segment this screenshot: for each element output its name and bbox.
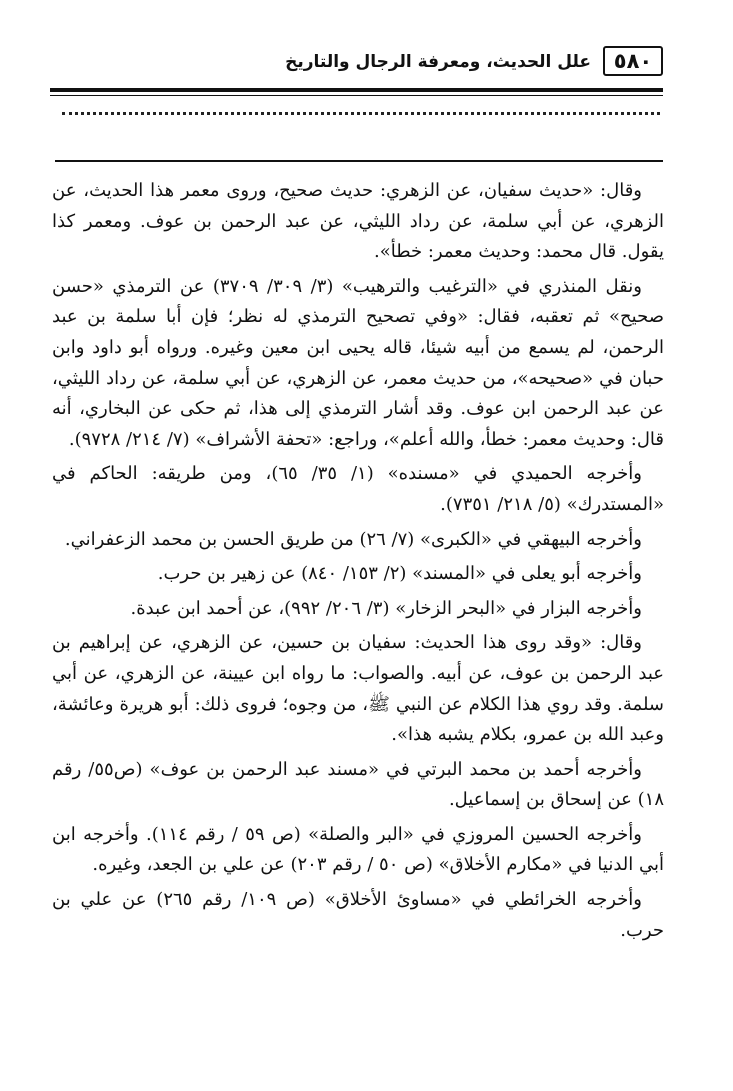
page-header [50,42,663,82]
dotted-separator [62,112,660,115]
paragraph: وأخرجه البيهقي في «الكبرى» (٧/ ٢٦) من طريق الحسن بن محمد الزعفراني. [64,528,642,550]
header-rule-thin [50,95,663,96]
paragraph: وأخرجه أبو يعلى في «المسند» (٢/ ١٥٣/ ٨٤٠) عن زهير بن حرب. [157,563,642,585]
body-text [52,176,664,950]
running-title: علل الحديث، ومعرفة الرجال والتاريخ [285,52,591,72]
paragraph: وأخرجه الحسين المروزي في «البر والصلة» (ص ٥٩ / رقم ١١٤). وأخرجه ابن أبي الدنيا في «مكارم الأخلاق» (ص ٥٠ / رقم ٢٠٣) عن علي بن الجعد، وغيره. [52,823,664,876]
section-rule [55,160,663,162]
paragraph: وأخرجه البزار في «البحر الزخار» (٣/ ٢٠٦/ ٩٩٢)، عن أحمد ابن عبدة. [130,597,642,619]
paragraph: وأخرجه أحمد بن محمد البرتي في «مسند عبد الرحمن بن عوف» (ص٥٥/ رقم ١٨) عن إسحاق بن إسماعيل. [52,758,664,811]
paragraph: ونقل المنذري في «الترغيب والترهيب» (٣/ ٣٠٩/ ٣٧٠٩) عن الترمذي «حسن صحيح» ثم تعقبه، فقال: «وفي تصحيح الترمذي له نظر؛ فإن أبا سلمة بن عبد الرحمن، لم يسمع من أبيه شيئا، قاله يحيى ابن معين وغيره. ورواه أبو داود وابن حبان في «صحيحه»، من حديث معمر، عن الزهري، عن أبي سلمة، عن رداد الليثي، عن عبد الرحمن ابن عوف. وقد أشار الترمذي إلى هذا، ثم حكى عن البخاري، أنه قال: وحديث معمر: خطأ، والله أعلم»، وراجع: «تحفة الأشراف» (٧/ ٢١٤/ ٩٧٢٨). [52,275,664,450]
paragraph: وقال: «وقد روى هذا الحديث: سفيان بن حسين، عن الزهري، عن إبراهيم بن عبد الرحمن بن عوف، عن أبيه. والصواب: ما رواه ابن عيينة، عن الزهري، عن أبي سلمة. وقد روي هذا الكلام عن النبي ﷺ، من وجوه؛ فروى ذلك: أبو هريرة وعائشة، وعبد الله بن عمرو، بكلام يشبه هذا». [52,632,664,746]
paragraph: وأخرجه الخرائطي في «مساوئ الأخلاق» (ص ١٠٩/ رقم ٢٦٥) عن علي بن حرب. [52,889,664,941]
paragraph: وأخرجه الحميدي في «مسنده» (١/ ٣٥/ ٦٥)، ومن طريقه: الحاكم في «المستدرك» (٥/ ٢١٨/ ٧٣٥١). [52,463,664,515]
page-number: ٥٨٠ [603,46,663,76]
paragraph: وقال: «حديث سفيان، عن الزهري: حديث صحيح، وروى معمر هذا الحديث، عن الزهري، عن أبي سلمة، عن رداد الليثي، عن عبد الرحمن بن عوف. ومعمر كذا يقول. قال محمد: وحديث معمر: خطأ». [52,180,664,263]
header-rule-thick [50,88,663,92]
